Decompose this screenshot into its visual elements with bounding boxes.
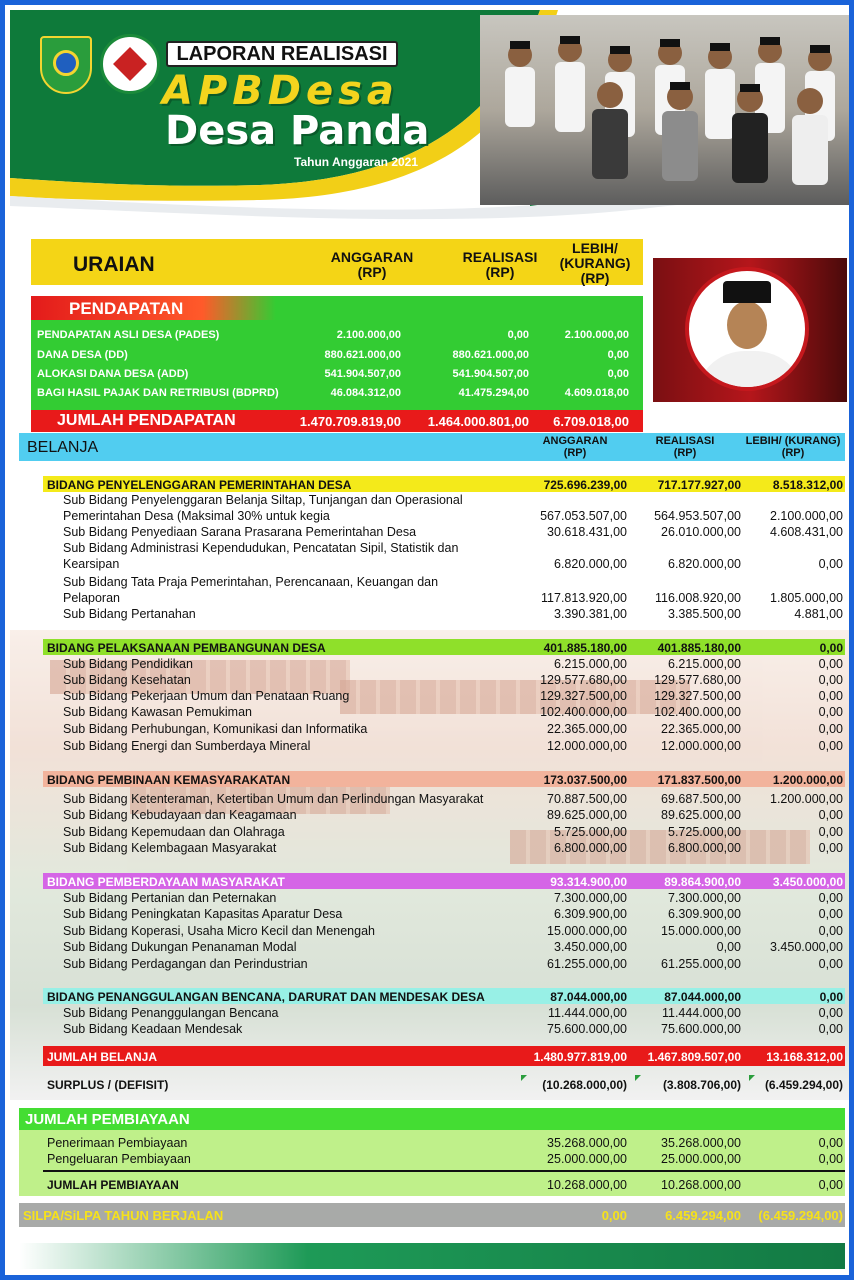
bidang-lebih: 0,00 bbox=[819, 641, 843, 655]
total-anggaran: 1.470.709.819,00 bbox=[299, 414, 401, 429]
sub-anggaran: 75.600.000,00 bbox=[547, 1022, 627, 1036]
sub-row bbox=[43, 540, 845, 556]
surplus-row bbox=[43, 1075, 845, 1095]
sub-realisasi: 11.444.000,00 bbox=[661, 1006, 741, 1020]
lebih-header bbox=[545, 241, 645, 286]
sub-lebih: 0,00 bbox=[818, 673, 843, 687]
jumlah-pendapatan-row bbox=[31, 410, 643, 432]
sub-row bbox=[43, 704, 845, 720]
divider bbox=[43, 1170, 845, 1172]
pembiayaan-heading bbox=[19, 1108, 845, 1130]
sub-anggaran: 89.625.000,00 bbox=[547, 808, 627, 822]
sub-row bbox=[43, 574, 845, 590]
total-lebih: 6.709.018,00 bbox=[553, 414, 629, 429]
sub-realisasi: 89.625.000,00 bbox=[661, 808, 741, 822]
row-anggaran: 35.268.000,00 bbox=[547, 1136, 627, 1150]
total-realisasi: 1.467.809.507,00 bbox=[647, 1050, 741, 1064]
anggaran-header bbox=[317, 250, 427, 280]
jumlah-pembiayaan-row bbox=[43, 1177, 845, 1193]
group-photo-figures bbox=[480, 15, 854, 205]
portrait-face bbox=[727, 301, 767, 349]
sub-realisasi: 7.300.000,00 bbox=[668, 891, 741, 905]
sub-lebih: 0,00 bbox=[818, 689, 843, 703]
header-unit: (RP) bbox=[781, 447, 805, 459]
group-photo bbox=[480, 15, 854, 205]
silpa-lebih: (6.459.294,00) bbox=[758, 1208, 843, 1223]
kurang-header-text: (KURANG) bbox=[559, 255, 631, 271]
surplus-realisasi: (3.808.706,00) bbox=[662, 1078, 741, 1092]
row-anggaran: 25.000.000,00 bbox=[547, 1152, 627, 1166]
row-lebih: 0,00 bbox=[607, 349, 629, 361]
bidang-anggaran: 725.696.239,00 bbox=[543, 478, 627, 492]
sub-label: Sub Bidang Pertanian dan Peternakan bbox=[63, 891, 277, 905]
total-anggaran: 1.480.977.819,00 bbox=[533, 1050, 627, 1064]
sub-row bbox=[43, 824, 845, 840]
row-label: Pengeluaran Pembiayaan bbox=[47, 1152, 191, 1166]
sub-lebih: 0,00 bbox=[818, 739, 843, 753]
village-name: Desa Panda bbox=[165, 108, 430, 154]
sub-lebih: 1.200.000,00 bbox=[770, 792, 843, 806]
sub-anggaran: 129.577.680,00 bbox=[540, 673, 627, 687]
sub-lebih: 4.881,00 bbox=[794, 607, 843, 621]
bidang-bar bbox=[43, 873, 845, 889]
row-lebih: 0,00 bbox=[818, 1136, 843, 1150]
belanja-anggaran-header bbox=[525, 435, 625, 459]
total-label: JUMLAH PEMBIAYAAN bbox=[47, 1178, 179, 1192]
row-label: Penerimaan Pembiayaan bbox=[47, 1136, 188, 1150]
row-realisasi: 880.621.000,00 bbox=[452, 349, 529, 361]
sub-anggaran: 22.365.000,00 bbox=[547, 722, 627, 736]
belanja-lebih-header bbox=[741, 435, 845, 459]
surplus-lebih: (6.459.294,00) bbox=[764, 1078, 843, 1092]
pendapatan-row bbox=[31, 385, 643, 403]
sub-anggaran: 117.813.920,00 bbox=[541, 591, 627, 605]
row-realisasi: 0,00 bbox=[507, 329, 529, 341]
sub-label: Pelaporan bbox=[63, 591, 120, 605]
sub-label: Sub Bidang Kesehatan bbox=[63, 673, 191, 687]
sub-realisasi: 6.820.000,00 bbox=[668, 557, 741, 571]
sub-anggaran: 6.800.000,00 bbox=[554, 841, 627, 855]
anggaran-header-unit: (RP) bbox=[357, 264, 387, 280]
sub-row bbox=[43, 672, 845, 688]
bidang-anggaran: 401.885.180,00 bbox=[543, 641, 627, 655]
sub-label: Sub Bidang Pertanahan bbox=[63, 607, 196, 621]
total-realisasi: 1.464.000.801,00 bbox=[427, 414, 529, 429]
bidang-label: BIDANG PELAKSANAAN PEMBANGUNAN DESA bbox=[47, 641, 326, 655]
sub-lebih: 0,00 bbox=[818, 825, 843, 839]
sub-row bbox=[43, 556, 845, 572]
sub-lebih: 0,00 bbox=[818, 557, 843, 571]
sub-realisasi: 26.010.000,00 bbox=[661, 525, 741, 539]
total-realisasi: 10.268.000,00 bbox=[661, 1178, 741, 1192]
row-anggaran: 541.904.507,00 bbox=[324, 368, 401, 380]
header-banner bbox=[10, 10, 854, 232]
sub-anggaran: 129.327.500,00 bbox=[540, 689, 627, 703]
sub-label: Sub Bidang Penanggulangan Bencana bbox=[63, 1006, 279, 1020]
sub-lebih: 0,00 bbox=[818, 1022, 843, 1036]
sub-lebih: 2.100.000,00 bbox=[770, 509, 843, 523]
bidang-realisasi: 89.864.900,00 bbox=[664, 875, 741, 889]
sub-anggaran: 7.300.000,00 bbox=[554, 891, 627, 905]
bidang-label: BIDANG PENYELENGGARAN PEMERINTAHAN DESA bbox=[47, 478, 352, 492]
sub-row bbox=[43, 956, 845, 972]
sub-lebih: 4.608.431,00 bbox=[770, 525, 843, 539]
row-anggaran: 2.100.000,00 bbox=[336, 329, 401, 341]
sub-label: Sub Bidang Kelembagaan Masyarakat bbox=[63, 841, 277, 855]
sub-label: Sub Bidang Perdagangan dan Perindustrian bbox=[63, 957, 308, 971]
sub-lebih: 0,00 bbox=[818, 808, 843, 822]
sub-label: Sub Bidang Dukungan Penanaman Modal bbox=[63, 940, 297, 954]
bidang-bar bbox=[43, 771, 845, 787]
sub-row bbox=[43, 524, 845, 540]
pendapatan-heading bbox=[31, 296, 276, 320]
sub-anggaran: 12.000.000,00 bbox=[547, 739, 627, 753]
row-label: DANA DESA (DD) bbox=[37, 349, 128, 361]
surplus-anggaran: (10.268.000,00) bbox=[542, 1078, 627, 1092]
sub-label: Sub Bidang Tata Praja Pemerintahan, Perencanaan, Keuangan dan bbox=[63, 575, 439, 589]
apbdesa-title: APBDesa bbox=[162, 68, 399, 114]
pendapatan-title: PENDAPATAN bbox=[69, 299, 184, 318]
total-anggaran: 10.268.000,00 bbox=[547, 1178, 627, 1192]
sub-lebih: 0,00 bbox=[818, 722, 843, 736]
sub-lebih: 0,00 bbox=[818, 1006, 843, 1020]
jumlah-belanja-row bbox=[43, 1046, 845, 1066]
sub-anggaran: 6.820.000,00 bbox=[554, 557, 627, 571]
row-anggaran: 46.084.312,00 bbox=[330, 387, 401, 399]
sub-row bbox=[43, 738, 845, 754]
header-unit: (RP) bbox=[563, 447, 587, 459]
sub-realisasi: 102.400.000,00 bbox=[654, 705, 741, 719]
row-label: BAGI HASIL PAJAK DAN RETRIBUSI (BDPRD) bbox=[37, 387, 279, 399]
uraian-label: URAIAN bbox=[73, 253, 155, 276]
sub-row bbox=[43, 890, 845, 906]
sub-realisasi: 61.255.000,00 bbox=[661, 957, 741, 971]
bidang-lebih: 8.518.312,00 bbox=[772, 478, 843, 492]
sub-realisasi: 3.385.500,00 bbox=[668, 607, 741, 621]
row-lebih: 0,00 bbox=[818, 1152, 843, 1166]
silpa-row bbox=[19, 1203, 845, 1227]
sub-row bbox=[43, 492, 845, 508]
sub-realisasi: 6.309.900,00 bbox=[668, 907, 741, 921]
sub-label: Sub Bidang Keadaan Mendesak bbox=[63, 1022, 243, 1036]
row-lebih: 2.100.000,00 bbox=[564, 329, 629, 341]
sub-row bbox=[43, 840, 845, 856]
total-lebih: 13.168.312,00 bbox=[766, 1050, 843, 1064]
row-label: PENDAPATAN ASLI DESA (PADES) bbox=[37, 329, 220, 341]
sub-row bbox=[43, 656, 845, 672]
silpa-label: SILPA/SiLPA TAHUN BERJALAN bbox=[23, 1208, 224, 1223]
bidang-lebih: 3.450.000,00 bbox=[772, 875, 843, 889]
village-head-portrait bbox=[685, 267, 809, 391]
sub-label: Sub Bidang Perhubungan, Komunikasi dan Informatika bbox=[63, 722, 368, 736]
sub-anggaran: 102.400.000,00 bbox=[540, 705, 627, 719]
fiscal-year: Tahun Anggaran 2021 bbox=[294, 155, 419, 169]
row-realisasi: 41.475.294,00 bbox=[458, 387, 529, 399]
sub-row bbox=[43, 688, 845, 704]
sub-anggaran: 11.444.000,00 bbox=[547, 1006, 627, 1020]
sub-label: Sub Bidang Pendidikan bbox=[63, 657, 193, 671]
portrait-uniform bbox=[695, 351, 805, 391]
sub-realisasi: 22.365.000,00 bbox=[661, 722, 741, 736]
sub-realisasi: 15.000.000,00 bbox=[661, 924, 741, 938]
total-label: JUMLAH BELANJA bbox=[47, 1050, 158, 1064]
pendapatan-row bbox=[31, 327, 643, 345]
bidang-realisasi: 401.885.180,00 bbox=[657, 641, 741, 655]
ministry-logo bbox=[100, 34, 160, 94]
sub-anggaran: 61.255.000,00 bbox=[547, 957, 627, 971]
sub-lebih: 0,00 bbox=[818, 957, 843, 971]
sub-label: Sub Bidang Kebudayaan dan Keagamaan bbox=[63, 808, 297, 822]
sub-lebih: 0,00 bbox=[818, 924, 843, 938]
sub-anggaran: 30.618.431,00 bbox=[547, 525, 627, 539]
sub-anggaran: 6.309.900,00 bbox=[554, 907, 627, 921]
bidang-bar bbox=[43, 476, 845, 492]
sub-realisasi: 564.953.507,00 bbox=[654, 509, 741, 523]
header-unit: (RP) bbox=[673, 447, 697, 459]
pembiayaan-title: JUMLAH PEMBIAYAAN bbox=[25, 1111, 190, 1128]
sub-row bbox=[43, 1005, 845, 1021]
regency-logo bbox=[40, 36, 92, 94]
report-label: LAPORAN REALISASI bbox=[166, 41, 398, 67]
sub-label: Sub Bidang Administrasi Kependudukan, Pencatatan Sipil, Statistik dan bbox=[63, 541, 459, 555]
sub-anggaran: 3.450.000,00 bbox=[554, 940, 627, 954]
sub-anggaran: 15.000.000,00 bbox=[547, 924, 627, 938]
sub-lebih: 0,00 bbox=[818, 891, 843, 905]
realisasi-header bbox=[445, 250, 555, 280]
header-text: REALISASI bbox=[655, 435, 715, 447]
sub-lebih: 0,00 bbox=[818, 907, 843, 921]
sub-anggaran: 6.215.000,00 bbox=[554, 657, 627, 671]
bidang-label: BIDANG PENANGGULANGAN BENCANA, DARURAT DAN MENDESAK DESA bbox=[47, 990, 485, 1004]
sub-label: Sub Bidang Penyediaan Sarana Prasarana Pemerintahan Desa bbox=[63, 525, 417, 539]
sub-realisasi: 12.000.000,00 bbox=[661, 739, 741, 753]
row-lebih: 4.609.018,00 bbox=[564, 387, 629, 399]
pembiayaan-row bbox=[43, 1135, 845, 1151]
sub-anggaran: 3.390.381,00 bbox=[554, 607, 627, 621]
pembiayaan-row bbox=[43, 1151, 845, 1167]
sub-label: Sub Bidang Penyelenggaran Belanja Siltap, Tunjangan dan Operasional bbox=[63, 493, 463, 507]
total-lebih: 0,00 bbox=[818, 1178, 843, 1192]
sub-row bbox=[43, 906, 845, 922]
row-realisasi: 25.000.000,00 bbox=[661, 1152, 741, 1166]
header-text: LEBIH/ (KURANG) bbox=[745, 435, 841, 447]
sub-row bbox=[43, 1021, 845, 1037]
sub-realisasi: 69.687.500,00 bbox=[661, 792, 741, 806]
sub-lebih: 0,00 bbox=[818, 705, 843, 719]
realisasi-header-text: REALISASI bbox=[462, 249, 538, 265]
row-realisasi: 541.904.507,00 bbox=[452, 368, 529, 380]
sub-lebih: 0,00 bbox=[818, 841, 843, 855]
sub-realisasi: 5.725.000,00 bbox=[668, 825, 741, 839]
bidang-anggaran: 87.044.000,00 bbox=[550, 990, 627, 1004]
sub-lebih: 0,00 bbox=[818, 657, 843, 671]
sub-label: Sub Bidang Ketenteraman, Ketertiban Umum dan Perlindungan Masyarakat bbox=[63, 792, 484, 806]
sub-label: Sub Bidang Pekerjaan Umum dan Penataan Ruang bbox=[63, 689, 350, 703]
belanja-title: BELANJA bbox=[27, 439, 99, 456]
lebih-header-unit: (RP) bbox=[580, 270, 610, 286]
sub-row bbox=[43, 807, 845, 823]
sub-label: Sub Bidang Kawasan Pemukiman bbox=[63, 705, 253, 719]
sub-row bbox=[43, 923, 845, 939]
bidang-realisasi: 717.177.927,00 bbox=[657, 478, 741, 492]
bidang-anggaran: 93.314.900,00 bbox=[550, 875, 627, 889]
row-label: ALOKASI DANA DESA (ADD) bbox=[37, 368, 189, 380]
anggaran-header-text: ANGGARAN bbox=[330, 249, 414, 265]
bidang-label: BIDANG PEMBERDAYAAN MASYARAKAT bbox=[47, 875, 285, 889]
sub-label: Sub Bidang Kepemudaan dan Olahraga bbox=[63, 825, 285, 839]
sub-row bbox=[43, 508, 845, 524]
belanja-realisasi-header bbox=[635, 435, 735, 459]
bidang-anggaran: 173.037.500,00 bbox=[543, 773, 627, 787]
silpa-anggaran: 0,00 bbox=[601, 1208, 627, 1223]
sub-lebih: 3.450.000,00 bbox=[770, 940, 843, 954]
sub-label: Sub Bidang Energi dan Sumberdaya Mineral bbox=[63, 739, 311, 753]
footer-bar bbox=[19, 1243, 845, 1269]
bidang-bar bbox=[43, 639, 845, 655]
sub-anggaran: 567.053.507,00 bbox=[540, 509, 627, 523]
sub-realisasi: 6.800.000,00 bbox=[668, 841, 741, 855]
row-anggaran: 880.621.000,00 bbox=[324, 349, 401, 361]
pendapatan-row bbox=[31, 347, 643, 365]
sub-realisasi: 129.327.500,00 bbox=[654, 689, 741, 703]
sub-realisasi: 116.008.920,00 bbox=[655, 591, 741, 605]
sub-label: Pemerintahan Desa (Maksimal 30% untuk kegia bbox=[63, 509, 330, 523]
pendapatan-row bbox=[31, 366, 643, 384]
sub-label: Sub Bidang Peningkatan Kapasitas Aparatur Desa bbox=[63, 907, 343, 921]
sub-realisasi: 6.215.000,00 bbox=[668, 657, 741, 671]
lebih-header-text: LEBIH/ bbox=[572, 240, 618, 256]
bidang-label: BIDANG PEMBINAAN KEMASYARAKATAN bbox=[47, 773, 291, 787]
row-realisasi: 35.268.000,00 bbox=[661, 1136, 741, 1150]
total-label: JUMLAH PENDAPATAN bbox=[57, 412, 236, 429]
surplus-label: SURPLUS / (DEFISIT) bbox=[47, 1078, 169, 1092]
bidang-lebih: 0,00 bbox=[819, 990, 843, 1004]
bidang-lebih: 1.200.000,00 bbox=[772, 773, 843, 787]
sub-realisasi: 129.577.680,00 bbox=[654, 673, 741, 687]
sub-label: Kearsipan bbox=[63, 557, 120, 571]
sub-row bbox=[43, 721, 845, 737]
row-lebih: 0,00 bbox=[607, 368, 629, 380]
sub-row bbox=[43, 606, 845, 622]
sub-label: Sub Bidang Koperasi, Usaha Micro Kecil dan Menengah bbox=[63, 924, 375, 938]
header-text: ANGGARAN bbox=[542, 435, 608, 447]
sub-row bbox=[43, 939, 845, 955]
sub-realisasi: 75.600.000,00 bbox=[661, 1022, 741, 1036]
sub-anggaran: 5.725.000,00 bbox=[554, 825, 627, 839]
sub-lebih: 1.805.000,00 bbox=[770, 591, 843, 605]
bidang-bar bbox=[43, 988, 845, 1004]
sub-realisasi: 0,00 bbox=[716, 940, 741, 954]
sub-row bbox=[43, 590, 845, 606]
sub-row bbox=[43, 791, 845, 807]
sub-anggaran: 70.887.500,00 bbox=[547, 792, 627, 806]
bidang-realisasi: 171.837.500,00 bbox=[657, 773, 741, 787]
bidang-realisasi: 87.044.000,00 bbox=[664, 990, 741, 1004]
silpa-realisasi: 6.459.294,00 bbox=[665, 1208, 741, 1223]
portrait-cap bbox=[723, 281, 771, 303]
realisasi-header-unit: (RP) bbox=[485, 264, 515, 280]
